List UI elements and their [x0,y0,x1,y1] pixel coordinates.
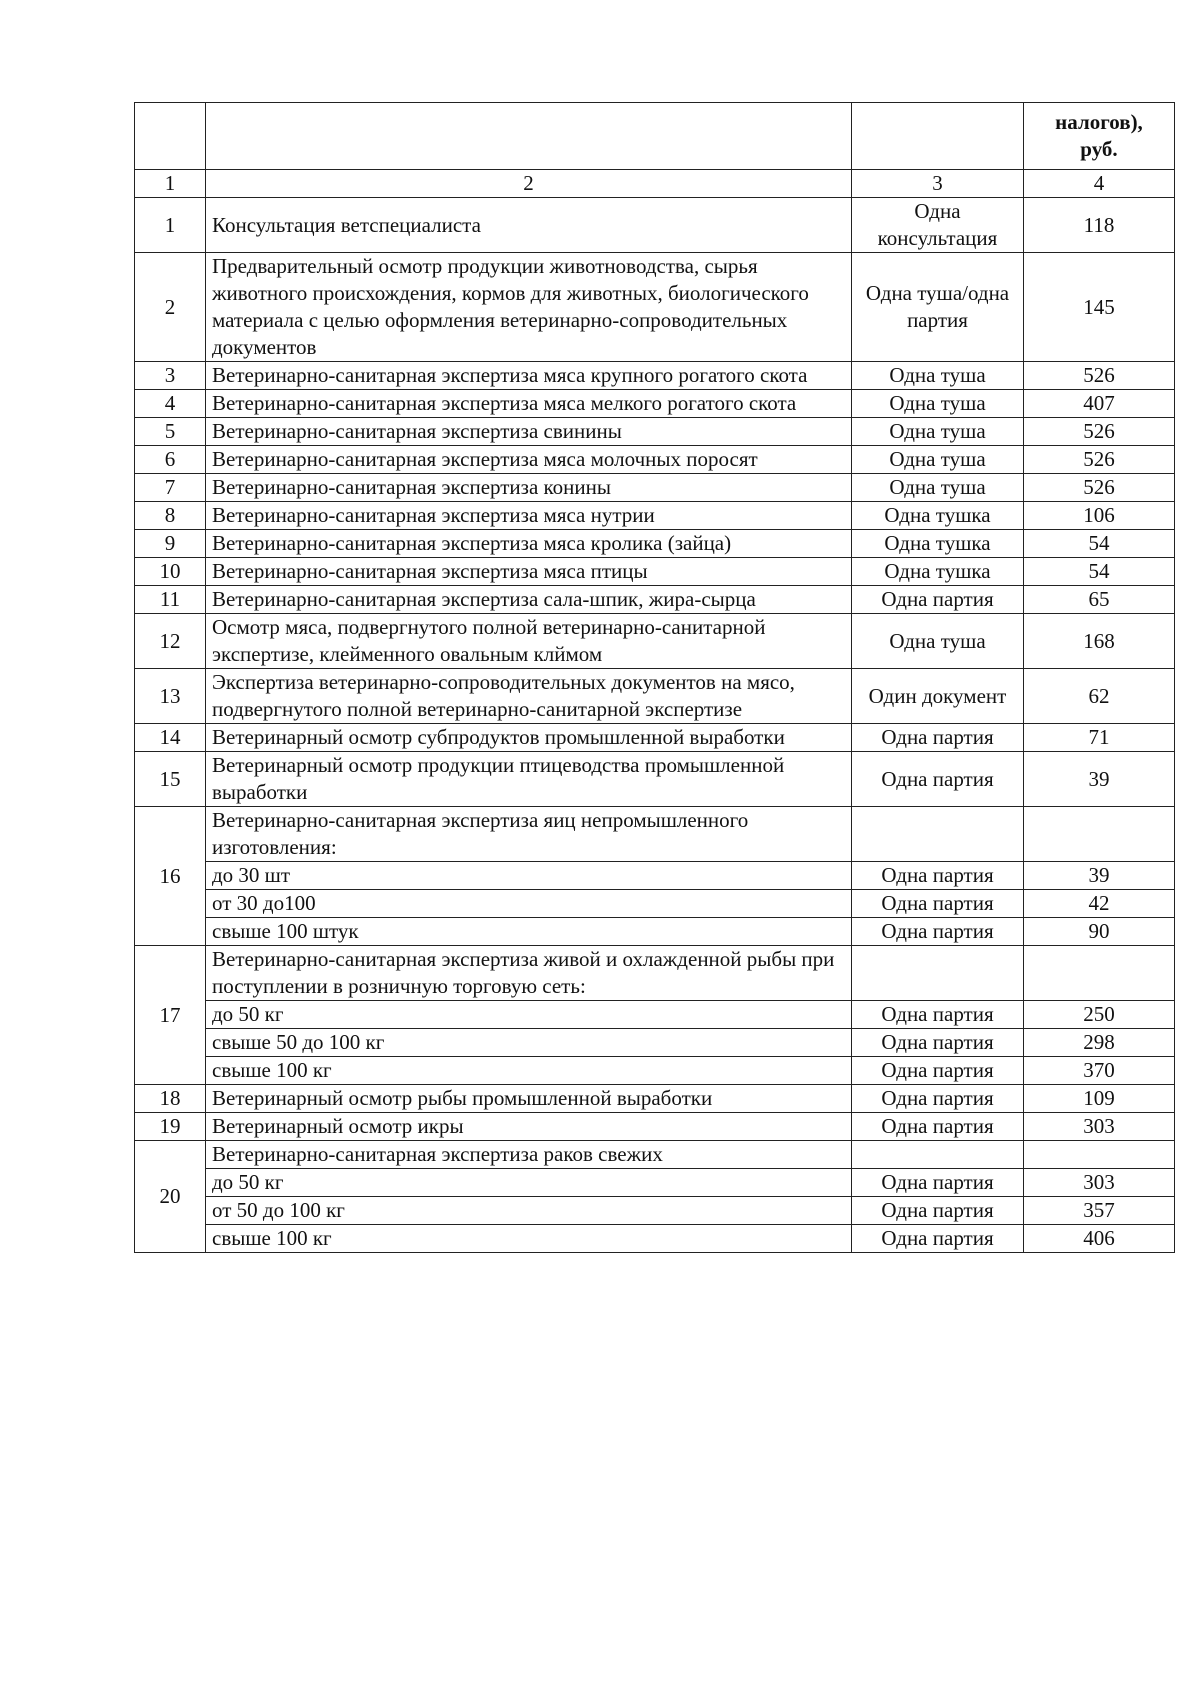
table-row [135,724,1175,752]
service-description: Ветеринарный осмотр продукции птицеводства промышленной выработки [206,752,852,807]
row-number: 10 [135,558,206,586]
table-row [135,502,1175,530]
service-description: Ветеринарно-санитарная экспертиза мяса крупного рогатого скота [206,362,852,390]
row-number: 14 [135,724,206,752]
unit-of-measure: Одна партия [852,918,1024,946]
unit-of-measure: Одна туша [852,614,1024,669]
table-row [135,1085,1175,1113]
table-row-subitem [135,1169,1175,1197]
row-number: 1 [135,198,206,253]
row-number: 13 [135,669,206,724]
subitem-description: до 50 кг [206,1001,852,1029]
price-value: 303 [1024,1113,1175,1141]
service-description: Ветеринарно-санитарная экспертиза мяса нутрии [206,502,852,530]
row-number: 2 [135,253,206,362]
price-value: 106 [1024,502,1175,530]
unit-of-measure: Одна партия [852,1113,1024,1141]
table-row [135,362,1175,390]
table-row [135,586,1175,614]
row-number: 7 [135,474,206,502]
service-description: Ветеринарно-санитарная экспертиза сала-шпик, жира-сырца [206,586,852,614]
service-description: Ветеринарный осмотр икры [206,1113,852,1141]
row-number: 3 [135,362,206,390]
service-description: Ветеринарно-санитарная экспертиза раков свежих [206,1141,852,1169]
table-row-subitem [135,890,1175,918]
service-description: Ветеринарно-санитарная экспертиза мяса кролика (зайца) [206,530,852,558]
price-value: 370 [1024,1057,1175,1085]
price-value: 526 [1024,446,1175,474]
table-row [135,1113,1175,1141]
unit-of-measure: Одна тушка [852,558,1024,586]
unit-of-measure: Одна партия [852,752,1024,807]
price-value: 65 [1024,586,1175,614]
service-description: Ветеринарно-санитарная экспертиза живой и охлажденной рыбы при поступлении в розничную торговую сеть: [206,946,852,1001]
service-description: Предварительный осмотр продукции животноводства, сырья животного происхождения, кормов для животных, биологического материала с целью оформления ветеринарно-сопроводительных документов [206,253,852,362]
table-row [135,198,1175,253]
price-value: 168 [1024,614,1175,669]
unit-of-measure: Одна партия [852,1085,1024,1113]
header-cell-3 [852,103,1024,170]
column-number: 2 [206,170,852,198]
unit-of-measure-empty [852,807,1024,862]
subitem-description: от 50 до 100 кг [206,1197,852,1225]
table-row [135,669,1175,724]
price-value: 71 [1024,724,1175,752]
unit-of-measure: Один документ [852,669,1024,724]
table-row-subitem [135,862,1175,890]
price-value: 109 [1024,1085,1175,1113]
unit-of-measure: Одна туша [852,474,1024,502]
service-description: Ветеринарно-санитарная экспертиза мяса мелкого рогатого скота [206,390,852,418]
unit-of-measure: Одна партия [852,890,1024,918]
price-value: 39 [1024,752,1175,807]
table-row [135,253,1175,362]
table-row [135,474,1175,502]
table-row-subitem [135,1197,1175,1225]
service-description: Осмотр мяса, подвергнутого полной ветеринарно-санитарной экспертизе, клейменного овальным клймом [206,614,852,669]
service-description: Ветеринарный осмотр рыбы промышленной выработки [206,1085,852,1113]
price-value: 90 [1024,918,1175,946]
service-description: Ветеринарный осмотр субпродуктов промышленной выработки [206,724,852,752]
price-value: 145 [1024,253,1175,362]
subitem-description: свыше 100 кг [206,1225,852,1253]
unit-of-measure: Одна партия [852,1225,1024,1253]
unit-of-measure: Одна тушка [852,530,1024,558]
unit-of-measure-empty [852,946,1024,1001]
subitem-description: от 30 до100 [206,890,852,918]
column-number: 3 [852,170,1024,198]
unit-of-measure: Одна партия [852,1057,1024,1085]
unit-of-measure: Одна партия [852,1169,1024,1197]
row-number: 19 [135,1113,206,1141]
row-number: 18 [135,1085,206,1113]
row-number: 8 [135,502,206,530]
row-number: 4 [135,390,206,418]
price-value: 303 [1024,1169,1175,1197]
price-value: 526 [1024,474,1175,502]
unit-of-measure: Одна партия [852,586,1024,614]
row-number: 12 [135,614,206,669]
unit-of-measure: Одна консультация [852,198,1024,253]
unit-of-measure: Одна тушка [852,502,1024,530]
row-number: 9 [135,530,206,558]
price-value: 357 [1024,1197,1175,1225]
service-description: Ветеринарно-санитарная экспертиза конины [206,474,852,502]
unit-of-measure: Одна партия [852,1197,1024,1225]
table-row-subitem [135,918,1175,946]
table-row [135,530,1175,558]
header-cell-2 [206,103,852,170]
price-value: 118 [1024,198,1175,253]
unit-of-measure: Одна партия [852,724,1024,752]
price-value-empty [1024,807,1175,862]
header-row [135,103,1175,170]
price-value: 298 [1024,1029,1175,1057]
subitem-description: свыше 100 кг [206,1057,852,1085]
unit-of-measure: Одна партия [852,862,1024,890]
price-value: 62 [1024,669,1175,724]
row-number: 16 [135,807,206,946]
subitem-description: до 50 кг [206,1169,852,1197]
table-row-subitem [135,1057,1175,1085]
unit-of-measure: Одна туша/одна партия [852,253,1024,362]
price-value: 39 [1024,862,1175,890]
column-number: 4 [1024,170,1175,198]
row-number: 5 [135,418,206,446]
subitem-description: свыше 50 до 100 кг [206,1029,852,1057]
service-description: Ветеринарно-санитарная экспертиза мяса птицы [206,558,852,586]
price-value: 526 [1024,362,1175,390]
unit-of-measure: Одна туша [852,362,1024,390]
service-description: Ветеринарно-санитарная экспертиза мяса молочных поросят [206,446,852,474]
row-number: 17 [135,946,206,1085]
table-row-group-header [135,807,1175,862]
row-number: 20 [135,1141,206,1253]
price-value: 54 [1024,558,1175,586]
table-row [135,752,1175,807]
unit-of-measure: Одна партия [852,1029,1024,1057]
table-row-subitem [135,1029,1175,1057]
table-row [135,614,1175,669]
price-value: 407 [1024,390,1175,418]
table-row-group-header [135,946,1175,1001]
subitem-description: свыше 100 штук [206,918,852,946]
price-value: 526 [1024,418,1175,446]
row-number: 6 [135,446,206,474]
price-value-empty [1024,1141,1175,1169]
service-description: Ветеринарно-санитарная экспертиза яиц непромышленного изготовления: [206,807,852,862]
price-value-empty [1024,946,1175,1001]
header-price-label: налогов), руб. [1024,103,1175,170]
service-description: Экспертиза ветеринарно-сопроводительных документов на мясо, подвергнутого полной ветеринарно-санитарной экспертизе [206,669,852,724]
header-cell-1 [135,103,206,170]
table-row-subitem [135,1001,1175,1029]
row-number: 11 [135,586,206,614]
table-row [135,558,1175,586]
service-description: Консультация ветспециалиста [206,198,852,253]
unit-of-measure: Одна партия [852,1001,1024,1029]
price-value: 54 [1024,530,1175,558]
subitem-description: до 30 шт [206,862,852,890]
service-description: Ветеринарно-санитарная экспертиза свинины [206,418,852,446]
price-value: 406 [1024,1225,1175,1253]
unit-of-measure-empty [852,1141,1024,1169]
column-number: 1 [135,170,206,198]
unit-of-measure: Одна туша [852,418,1024,446]
price-value: 42 [1024,890,1175,918]
column-number-row [135,170,1175,198]
unit-of-measure: Одна туша [852,390,1024,418]
row-number: 15 [135,752,206,807]
table-row-subitem [135,1225,1175,1253]
table-row [135,418,1175,446]
table-row [135,390,1175,418]
price-value: 250 [1024,1001,1175,1029]
tariff-table [134,102,1175,1253]
table-row [135,446,1175,474]
table-row-group-header [135,1141,1175,1169]
unit-of-measure: Одна туша [852,446,1024,474]
